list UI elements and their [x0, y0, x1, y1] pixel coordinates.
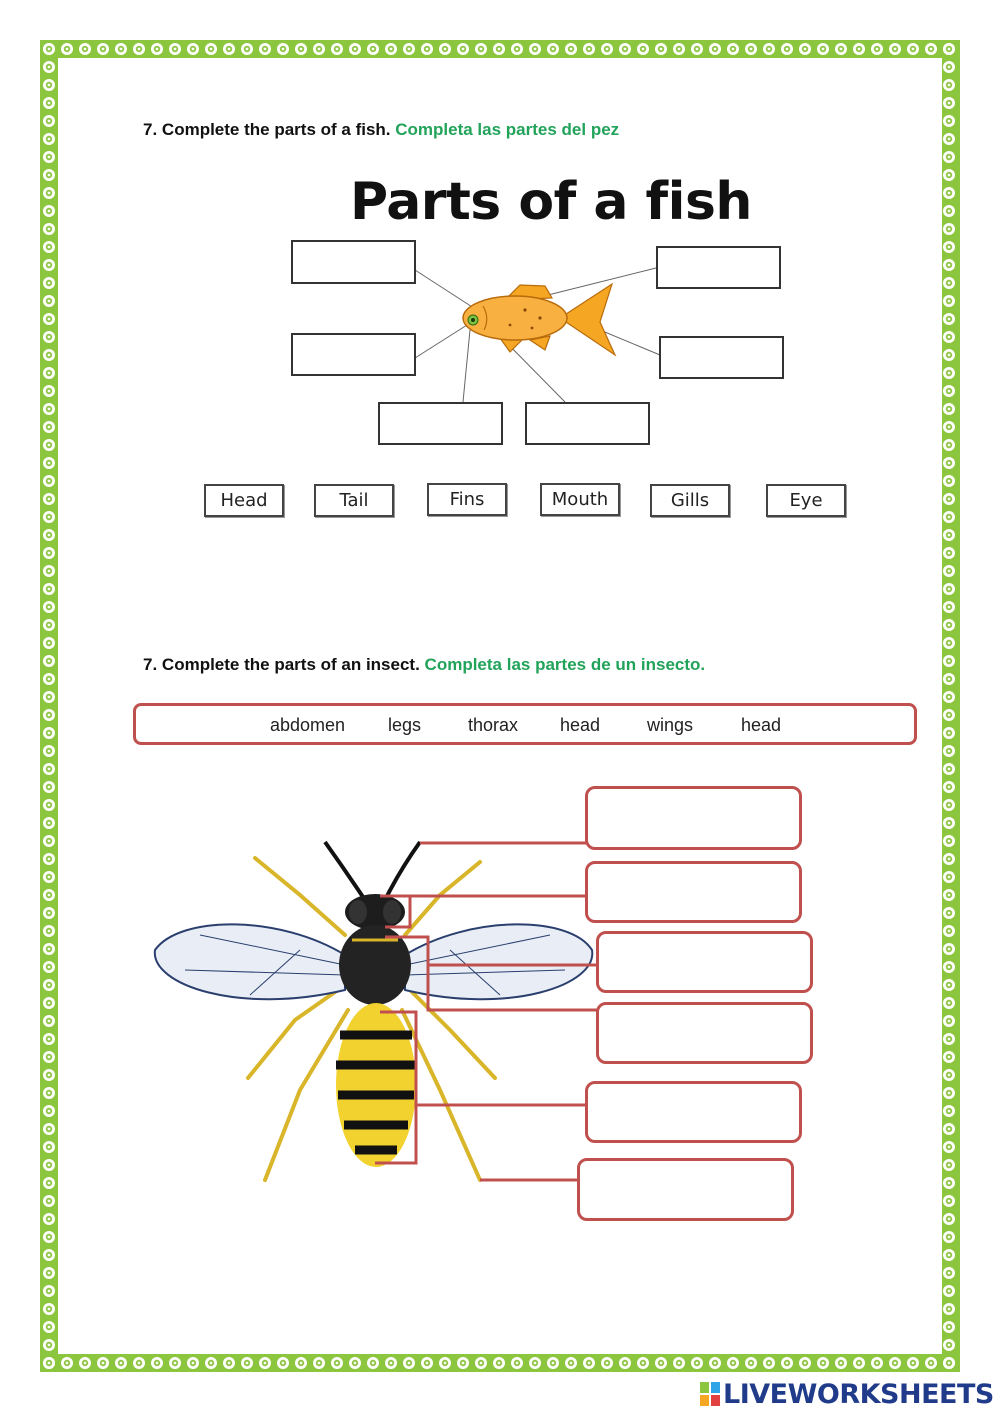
word-tile-tail[interactable]: Tail	[314, 484, 394, 517]
insect-answer-box-2[interactable]	[585, 861, 802, 923]
liveworksheets-brand	[700, 1378, 994, 1410]
word-tile-gills[interactable]: Gills	[650, 484, 730, 517]
insect-instruction-en: Complete the parts of an insect.	[161, 655, 420, 674]
word-tile-fins[interactable]: Fins	[427, 483, 507, 516]
insect-answer-box-3[interactable]	[596, 931, 813, 993]
liveworksheets-name: LIVEWORKSHEETS	[723, 1378, 994, 1410]
word-bank-head[interactable]: head	[560, 715, 601, 735]
word-bank-legs[interactable]: legs	[388, 715, 422, 735]
fish-diagram-title: Parts of a fish	[350, 172, 752, 232]
word-tile-eye[interactable]: Eye	[766, 484, 846, 517]
liveworksheets-logo-icon	[700, 1382, 720, 1406]
word-tile-head[interactable]: Head	[204, 484, 284, 517]
insect-instruction-es: Completa las partes de un insecto.	[424, 655, 706, 674]
fish-instruction-es: Completa las partes del pez	[395, 120, 620, 139]
fish-instruction-number: 7.	[143, 120, 158, 139]
insect-answer-box-1[interactable]	[585, 786, 802, 850]
word-bank-wings[interactable]: wings	[647, 715, 694, 735]
word-bank-head-2[interactable]: head	[741, 715, 782, 735]
insect-instruction-number: 7.	[143, 655, 158, 674]
fish-instruction-en: Complete the parts of a fish.	[161, 120, 391, 139]
word-tile-mouth[interactable]: Mouth	[540, 483, 620, 516]
insect-answer-box-6[interactable]	[577, 1158, 794, 1221]
word-bank-abdomen[interactable]: abdomen	[270, 715, 346, 735]
word-bank-thorax[interactable]: thorax	[468, 715, 519, 735]
insect-answer-box-4[interactable]	[596, 1002, 813, 1064]
insect-answer-box-5[interactable]	[585, 1081, 802, 1143]
